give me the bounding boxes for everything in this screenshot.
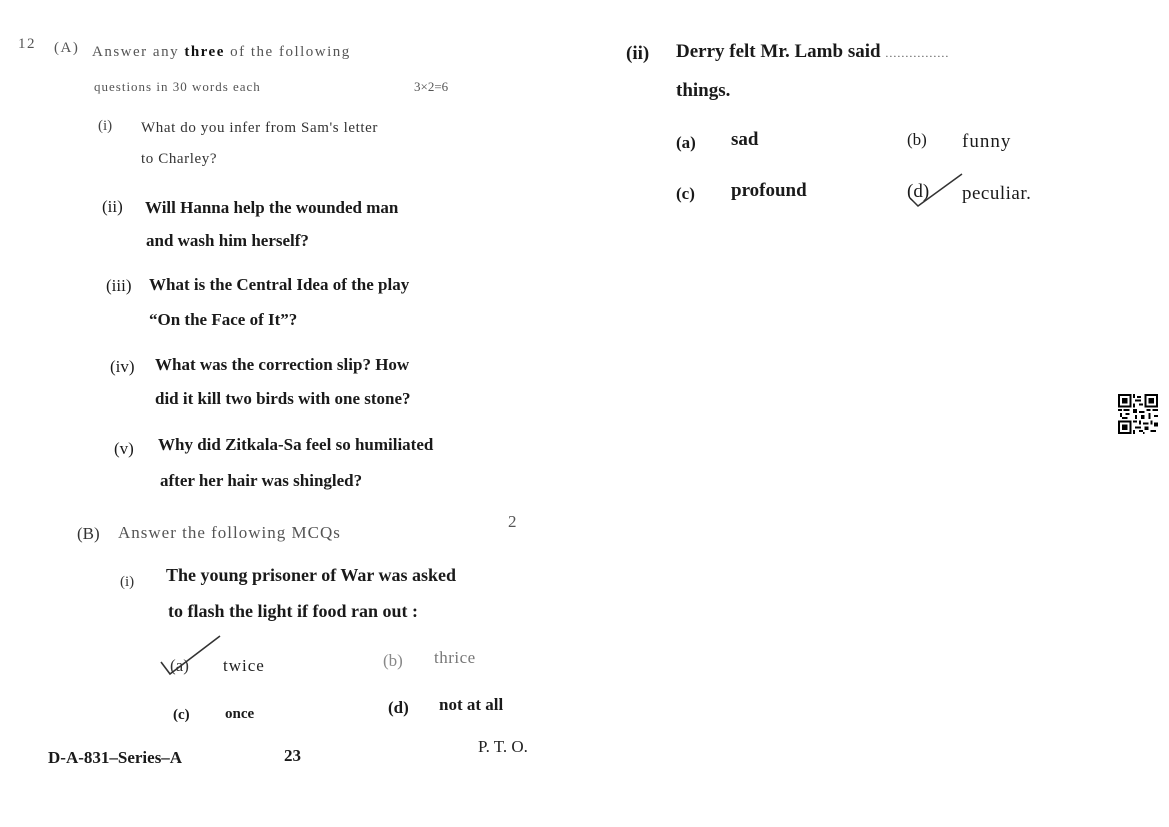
mcq2-option-a-label: (a) [676, 133, 696, 152]
mcq1-option-b-label: (b) [383, 651, 403, 670]
mcq1-text: The young prisoner of War was asked [166, 565, 457, 585]
section-b-marks: 2 [508, 512, 517, 531]
mcq1-option-d-label: (d) [388, 698, 409, 717]
section-b-instruction: Answer the following MCQs [118, 523, 341, 542]
mcq2-option-d-label: (d) [907, 181, 930, 202]
mcq1-text: to flash the light if food ran out : [168, 601, 419, 621]
question-number: 12 [18, 36, 36, 52]
mcq1-option-b-text: thrice [434, 648, 476, 667]
instruction-text-1: Answer any [92, 44, 180, 60]
question-text: to Charley? [141, 151, 218, 167]
mcq2-text [676, 41, 949, 63]
instruction-text-2: of the following [230, 44, 351, 60]
question-text: after her hair was shingled? [160, 471, 363, 490]
question-text: What was the correction slip? How [155, 355, 410, 374]
mcq2-option-b-text: funny [962, 131, 1012, 152]
section-a-instruction-line2: questions in 30 words each [94, 79, 261, 94]
mcq2-option-a-text: sad [731, 129, 759, 150]
mcq2-blank: ................ [885, 46, 950, 60]
question-text: did it kill two birds with one stone? [155, 389, 411, 408]
question-text: “On the Face of It”? [149, 310, 298, 329]
question-num-i: (i) [98, 118, 113, 134]
mcq2-text-line2: things. [676, 80, 731, 101]
answer-tick-mark [158, 632, 228, 678]
mcq1-option-a-text: twice [223, 656, 265, 675]
mcq2-option-c-label: (c) [676, 184, 695, 203]
question-text: What is the Central Idea of the play [149, 275, 410, 294]
mcq2-option-b-label: (b) [907, 130, 927, 149]
qr-code-icon [1118, 394, 1158, 434]
page-number: 23 [284, 746, 301, 765]
section-a-label: (A) [54, 40, 80, 56]
mcq1-option-a-label: (a) [170, 656, 189, 675]
mcq2-num: (ii) [626, 43, 650, 64]
question-num-iii: (iii) [106, 276, 132, 295]
mcq2-option-c-text: profound [731, 180, 807, 201]
question-num-iv: (iv) [110, 357, 135, 376]
section-b-label: (B) [77, 524, 100, 543]
question-text: Will Hanna help the wounded man [145, 198, 399, 217]
question-num-ii: (ii) [102, 197, 123, 216]
question-text: What do you infer from Sam's letter [141, 120, 378, 136]
mcq2-line1: Derry felt Mr. Lamb said [676, 41, 881, 62]
question-num-v: (v) [114, 439, 134, 458]
mcq2-option-d-text: peculiar. [962, 183, 1032, 204]
question-text: and wash him herself? [146, 231, 309, 250]
pto-label: P. T. O. [478, 737, 528, 756]
section-a-marks: 3×2=6 [414, 79, 449, 94]
mcq1-option-c-text: once [225, 706, 255, 722]
mcq1-num: (i) [120, 574, 135, 590]
mcq1-option-d-text: not at all [439, 695, 504, 714]
question-text: Why did Zitkala-Sa feel so humiliated [158, 435, 434, 454]
mcq1-option-c-label: (c) [173, 707, 190, 723]
paper-series-code: D-A-831–Series–A [48, 748, 183, 767]
instruction-bold: three [184, 44, 225, 60]
section-a-instruction [92, 44, 351, 61]
